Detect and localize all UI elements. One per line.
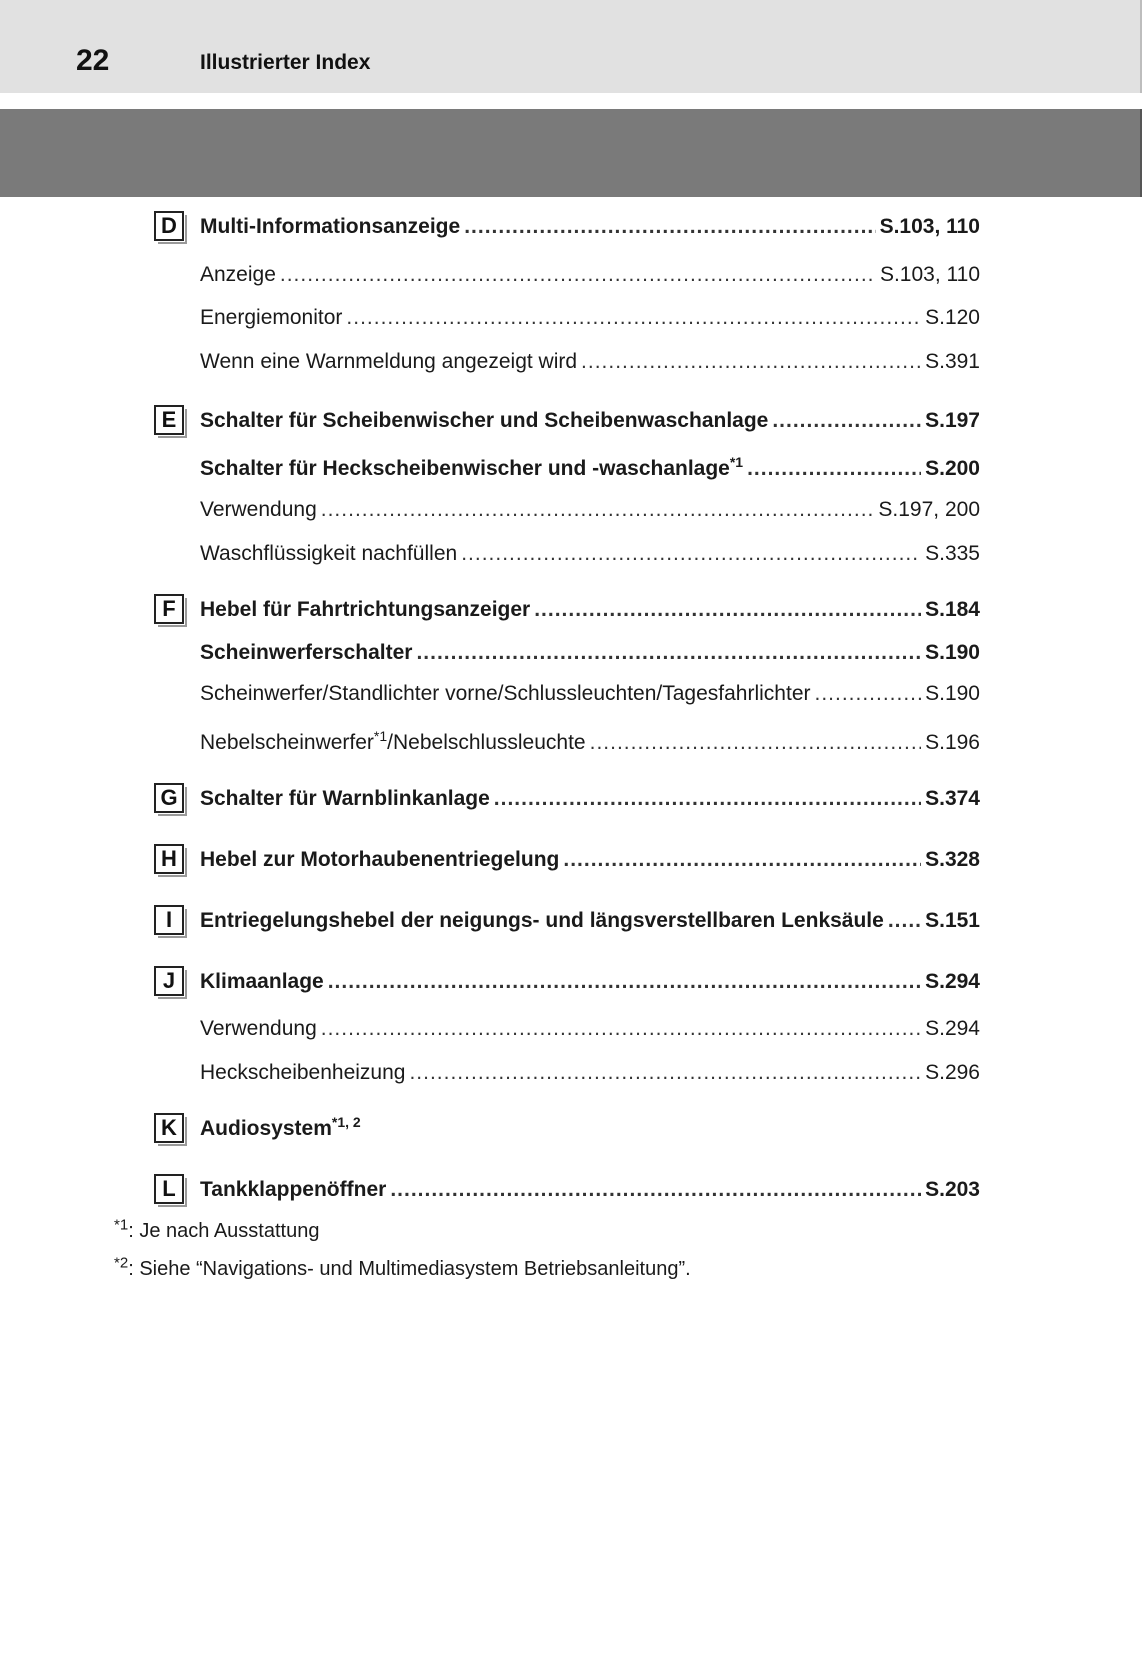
entry-label-text: /Nebelschlussleuchte — [387, 731, 586, 754]
entry-label: Wenn eine Warnmeldung angezeigt wird — [200, 350, 578, 373]
leader-dots — [464, 214, 875, 240]
gray-banner — [0, 109, 1142, 197]
entry-label — [200, 456, 743, 482]
page-ref[interactable]: S.190 — [925, 641, 980, 664]
index-entry-audiosystem[interactable] — [200, 1116, 980, 1142]
index-subentry-verwendung-e[interactable] — [200, 497, 980, 523]
index-entry-warnblinkanlage[interactable] — [200, 786, 980, 812]
page-ref[interactable]: S.294 — [925, 970, 980, 993]
entry-label: Hebel für Fahrtrichtungsanzeiger — [200, 598, 531, 621]
entry-label-text: Schalter für Heckscheibenwischer und -waschanlage — [200, 457, 730, 480]
section-letter-g: G — [154, 783, 184, 813]
footnote-separator: : — [128, 1258, 134, 1280]
index-entry-scheibenwischer[interactable] — [200, 408, 980, 434]
index-entry-heckscheibenwischer[interactable] — [200, 456, 980, 482]
leader-dots — [390, 1177, 921, 1203]
page-number: 22 — [76, 44, 110, 77]
index-subentry-nebelscheinwerfer[interactable] — [200, 730, 980, 756]
index-entry-klimaanlage[interactable] — [200, 969, 980, 995]
footnote-separator: : — [128, 1220, 134, 1242]
leader-dots — [321, 1016, 921, 1042]
page-ref[interactable]: S.391 — [925, 350, 980, 373]
footnote-ref: *1 — [373, 728, 388, 744]
index-entry-tankklappenoeffner[interactable] — [200, 1177, 980, 1203]
page-ref[interactable]: S.203 — [925, 1178, 980, 1201]
section-letter-j: J — [154, 966, 184, 996]
index-subentry-waschfluessigkeit[interactable] — [200, 541, 980, 567]
leader-dots — [461, 541, 921, 567]
leader-dots — [416, 640, 921, 666]
index-entry-lenksaeule[interactable] — [200, 908, 980, 934]
index-subentry-heckscheibenheizung[interactable] — [200, 1060, 980, 1086]
leader-dots — [815, 681, 922, 707]
entry-label: Hebel zur Motorhaubenentriegelung — [200, 848, 560, 871]
leader-dots — [563, 847, 921, 873]
leader-dots — [280, 262, 876, 288]
section-letter-h: H — [154, 844, 184, 874]
page-ref[interactable]: S.190 — [925, 682, 980, 705]
leader-dots — [772, 408, 921, 434]
footnote-1 — [114, 1218, 319, 1244]
footnote-ref: *1, 2 — [331, 1114, 361, 1130]
entry-label: Anzeige — [200, 263, 276, 286]
entry-label-text: Nebelscheinwerfer — [200, 731, 374, 754]
leader-dots — [409, 1060, 921, 1086]
section-letter-e: E — [154, 405, 184, 435]
page-ref[interactable]: S.374 — [925, 787, 980, 810]
index-subentry-anzeige[interactable] — [200, 262, 980, 288]
leader-dots — [888, 908, 921, 934]
page-ref[interactable]: S.151 — [925, 909, 980, 932]
entry-label: Multi-Informationsanzeige — [200, 215, 461, 238]
entry-label: Scheinwerfer/Standlichter vorne/Schlussleuchten/Tagesfahrlichter — [200, 682, 811, 705]
page-ref[interactable]: S.296 — [925, 1061, 980, 1084]
page-ref[interactable]: S.120 — [925, 306, 980, 329]
entry-label-text: Audiosystem — [200, 1117, 332, 1140]
index-subentry-energiemonitor[interactable] — [200, 305, 980, 331]
leader-dots — [747, 456, 921, 482]
page-header — [0, 0, 1142, 93]
section-letter-k: K — [154, 1113, 184, 1143]
entry-label: Schalter für Warnblinkanlage — [200, 787, 490, 810]
page-ref[interactable]: S.197, 200 — [878, 498, 980, 521]
index-subentry-scheinwerfer[interactable] — [200, 681, 980, 707]
index-subentry-warnmeldung[interactable] — [200, 349, 980, 375]
section-letter-d: D — [154, 211, 184, 241]
footnote-text: Je nach Ausstattung — [139, 1220, 320, 1242]
leader-dots — [534, 597, 921, 623]
entry-label — [200, 730, 586, 756]
footnote-ref: *1 — [729, 454, 744, 470]
entry-label: Schalter für Scheibenwischer und Scheibenwaschanlage — [200, 409, 769, 432]
page-ref[interactable]: S.197 — [925, 409, 980, 432]
page-ref[interactable]: S.196 — [925, 731, 980, 754]
index-entry-multi-informationsanzeige[interactable] — [200, 214, 980, 240]
leader-dots — [494, 786, 921, 812]
footnote-2 — [114, 1256, 691, 1282]
page-ref[interactable]: S.200 — [925, 457, 980, 480]
entry-label: Verwendung — [200, 498, 317, 521]
entry-label: Waschflüssigkeit nachfüllen — [200, 542, 458, 565]
footnote-text: Siehe “Navigations- und Multimediasystem Betriebsanleitung”. — [139, 1258, 691, 1280]
index-entry-motorhaubenentriegelung[interactable] — [200, 847, 980, 873]
section-letter-f: F — [154, 594, 184, 624]
section-title: Illustrierter Index — [200, 51, 371, 74]
section-letter-l: L — [154, 1174, 184, 1204]
leader-dots — [346, 305, 921, 331]
index-entry-scheinwerferschalter[interactable] — [200, 640, 980, 666]
entry-label: Verwendung — [200, 1017, 317, 1040]
entry-label: Energiemonitor — [200, 306, 343, 329]
entry-label: Heckscheibenheizung — [200, 1061, 406, 1084]
entry-label: Tankklappenöffner — [200, 1178, 387, 1201]
leader-dots — [321, 497, 875, 523]
page-ref[interactable]: S.184 — [925, 598, 980, 621]
page-ref[interactable]: S.335 — [925, 542, 980, 565]
page-ref[interactable]: S.294 — [925, 1017, 980, 1040]
entry-label: Scheinwerferschalter — [200, 641, 413, 664]
entry-label: Klimaanlage — [200, 970, 324, 993]
footnote-mark: *1 — [114, 1216, 129, 1234]
index-entry-fahrtrichtungsanzeiger[interactable] — [200, 597, 980, 623]
leader-dots — [581, 349, 921, 375]
page-ref[interactable]: S.328 — [925, 848, 980, 871]
page-ref[interactable]: S.103, 110 — [879, 263, 980, 286]
index-subentry-verwendung-j[interactable] — [200, 1016, 980, 1042]
entry-label — [200, 1116, 361, 1142]
entry-label: Entriegelungshebel der neigungs- und längsverstellbaren Lenksäule — [200, 909, 884, 932]
section-letter-i: I — [154, 905, 184, 935]
footnote-mark: *2 — [114, 1254, 129, 1272]
page-ref[interactable]: S.103, 110 — [879, 215, 980, 238]
leader-dots — [328, 969, 921, 995]
leader-dots — [590, 730, 922, 756]
